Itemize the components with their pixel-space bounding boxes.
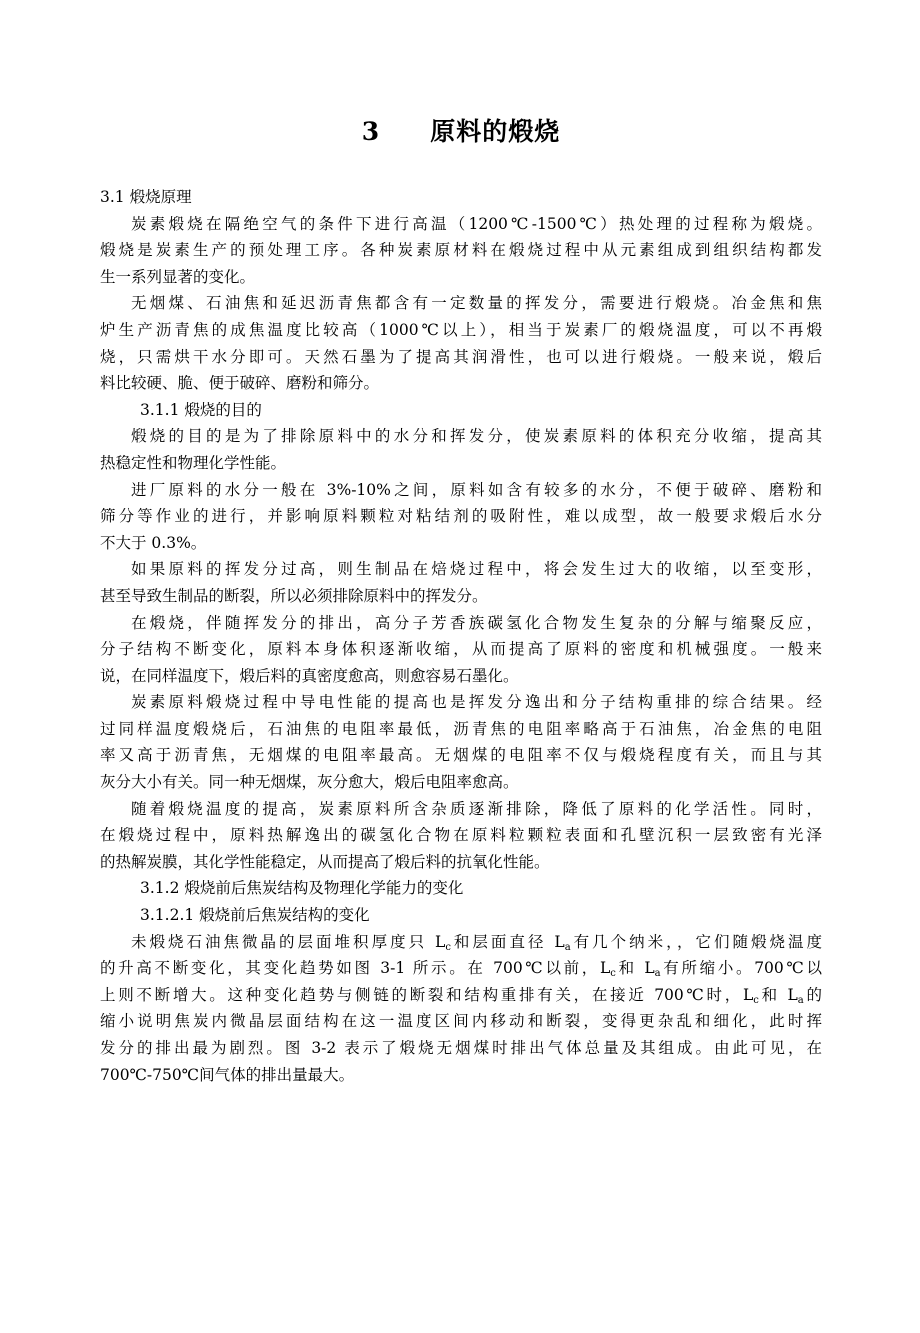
paragraph-line: 热稳定性和物理化学性能。 [100, 453, 287, 472]
paragraph-line: 说，在同样温度下，煅后料的真密度愈高，则愈容易石墨化。 [100, 666, 519, 685]
paragraph-line: 在煅烧过程中，原料热解逸出的碳氢化合物在原料粒颗粒表面和孔壁沉积一层致密有光泽 [100, 826, 822, 845]
paragraph-line: 的热解炭膜，其化学性能稳定，从而提高了煅后料的抗氧化性能。 [100, 852, 550, 871]
paragraph-line: 的升高不断变化，其变化趋势如图 3-1 所示。在 700℃以前，$L_c$和 $L_a$有所缩小。700℃以 [100, 959, 822, 980]
paragraph-line: 筛分等作业的进行，并影响原料颗粒对粘结剂的吸附性，难以成型，故一般要求煅后水分 [100, 507, 822, 526]
paragraph-line: 生一系列显著的变化。 [100, 267, 256, 286]
paragraph-line: 炭素煅烧在隔绝空气的条件下进行高温（1200℃-1500℃）热处理的过程称为煅烧。 [131, 214, 822, 233]
paragraph-line: 未煅烧石油焦微晶的层面堆积厚度只 $L_c$和层面直径 $L_a$有几个纳米，，它们随煅烧温度 [131, 932, 822, 953]
paragraph-line: 炉生产沥青焦的成焦温度比较高（1000℃以上），相当于炭素厂的煅烧温度，可以不再煅 [100, 320, 822, 339]
chapter-title [100, 112, 822, 148]
paragraph-line: 过同样温度煅烧后，石油焦的电阻率最低，沥青焦的电阻率略高于石油焦，冶金焦的电阻 [100, 719, 822, 738]
paragraph-line: 发分的排出最为剧烈。图 3-2 表示了煅烧无烟煤时排出气体总量及其组成。由此可见，在 [100, 1039, 822, 1057]
paragraph-line: 分子结构不断变化，原料本身体积逐渐收缩，从而提高了原料的密度和机械强度。一般来 [100, 640, 822, 659]
paragraph-line: 无烟煤、石油焦和延迟沥青焦都含有一定数量的挥发分，需要进行煅烧。冶金焦和焦 [131, 294, 822, 313]
chapter-number: 3 [361, 117, 381, 146]
section-heading-3-1-2: 3.1.2 煅烧前后焦炭结构及物理化学能力的变化 [140, 879, 464, 898]
paragraph-line: 随着煅烧温度的提高，炭素原料所含杂质逐渐排除，降低了原料的化学活性。同时， [131, 799, 822, 818]
section-heading-3-1-1: 3.1.1 煅烧的目的 [140, 400, 262, 419]
paragraph-line: 煅烧是炭素生产的预处理工序。各种炭素原材料在煅烧过程中从元素组成到组织结构都发 [100, 241, 822, 260]
paragraph-line: 灰分大小有关。同一种无烟煤，灰分愈大，煅后电阻率愈高。 [100, 773, 519, 792]
paragraph-line: 不大于 0.3%。 [100, 533, 207, 552]
paragraph-line: 率又高于沥青焦，无烟煤的电阻率最高。无烟煤的电阻率不仅与煅烧程度有关，而且与其 [100, 746, 822, 765]
paragraph-line: 缩小说明焦炭内微晶层面结构在这一温度区间内移动和断裂，变得更杂乱和细化，此时挥 [100, 1012, 822, 1031]
paragraph-line: 在煅烧，伴随挥发分的排出，高分子芳香族碳氢化合物发生复杂的分解与缩聚反应， [131, 613, 822, 632]
paragraph-line: 烧，只需烘干水分即可。天然石墨为了提高其润滑性，也可以进行煅烧。一般来说，煅后 [100, 347, 822, 366]
paragraph-line: 甚至导致生制品的断裂，所以必须排除原料中的挥发分。 [100, 586, 488, 605]
paragraph-line: 如果原料的挥发分过高，则生制品在焙烧过程中，将会发生过大的收缩，以至变形， [131, 560, 822, 579]
paragraph-line: 上则不断增大。这种变化趋势与侧链的断裂和结构重排有关，在接近 700℃时，$L_c$和 $L_a$的 [100, 985, 822, 1006]
paragraph-line: 进厂原料的水分一般在 3%-10%之间，原料如含有较多的水分，不便于破碎、磨粉和 [131, 480, 822, 499]
paragraph-line: 700℃-750℃间气体的排出量最大。 [100, 1065, 355, 1084]
paragraph-line: 煅烧的目的是为了排除原料中的水分和挥发分，使炭素原料的体积充分收缩，提高其 [131, 427, 822, 446]
document-body [100, 184, 822, 1088]
section-heading-3-1-2-1: 3.1.2.1 煅烧前后焦炭结构的变化 [140, 906, 370, 925]
paragraph-line: 炭素原料煅烧过程中导电性能的提高也是挥发分逸出和分子结构重排的综合结果。经 [131, 693, 822, 712]
paragraph-line: 料比较硬、脆、便于破碎、磨粉和筛分。 [100, 374, 380, 393]
section-heading-3-1: 3.1 煅烧原理 [100, 188, 192, 206]
chapter-title-text: 原料的煅烧 [430, 117, 561, 146]
